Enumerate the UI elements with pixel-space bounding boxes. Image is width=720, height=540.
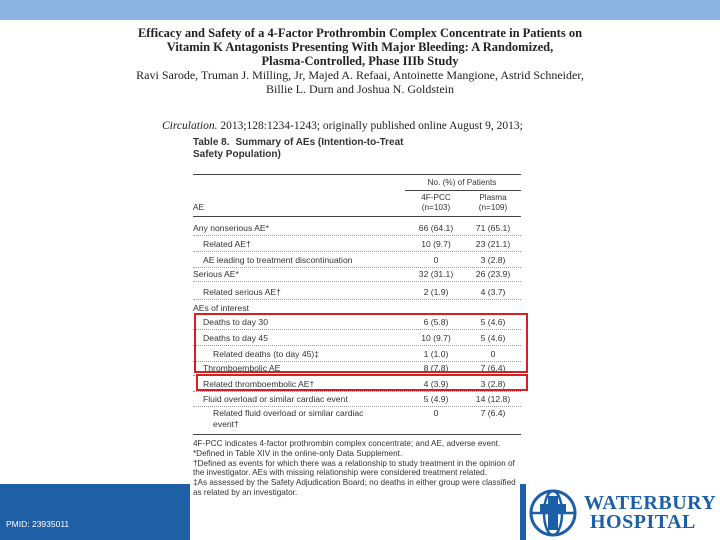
cell-4f-pcc: 0 — [433, 255, 439, 265]
table-row — [193, 417, 521, 431]
footnote-abbreviations: 4F-PCC indicates 4-factor prothrombin complex concentrate; and AE, adverse event. — [193, 439, 501, 448]
cell-plasma: 3 (2.8) — [480, 379, 506, 389]
group-header: No. (%) of Patients — [427, 178, 497, 187]
footnote-double-dagger: ‡As assessed by the Safety Adjudication Board; no deaths in either group were classified as related by an investigator. — [193, 478, 516, 497]
row-label: event† — [213, 419, 239, 429]
table-row — [193, 221, 521, 236]
table-title — [193, 137, 523, 161]
paper-header — [100, 26, 620, 96]
table-number: Table 8. — [193, 137, 230, 148]
row-label: Thromboembolic AE — [203, 363, 281, 373]
row-label: Deaths to day 45 — [203, 333, 268, 343]
highlight-thromboembolic-box — [196, 374, 528, 391]
cell-plasma: 5 (4.6) — [480, 333, 506, 343]
table-row — [193, 285, 521, 300]
citation — [162, 120, 523, 132]
paper-authors — [100, 69, 620, 96]
table-title-line-2: Safety Population) — [193, 149, 281, 160]
row-label: AE leading to treatment discontinuation — [203, 255, 353, 265]
row-label: Serious AE* — [193, 269, 239, 279]
table-footnotes — [193, 439, 521, 498]
authors-line-2: Billie L. Durn and Joshua N. Goldstein — [266, 81, 454, 96]
footer-blue-band-right — [520, 484, 526, 540]
cell-4f-pcc: 0 — [433, 408, 439, 418]
pmid-label: PMID: 23935011 — [6, 519, 70, 529]
table-top-rule — [193, 174, 521, 175]
col1-n: (n=103) — [421, 203, 451, 212]
cell-4f-pcc: 4 (3.9) — [423, 379, 449, 389]
waterbury-globe-icon — [528, 488, 578, 538]
cell-plasma: 3 (2.8) — [480, 255, 506, 265]
cell-plasma: 5 (4.6) — [480, 317, 506, 327]
logo-line-2: HOSPITAL — [590, 511, 696, 533]
top-accent-bar — [0, 0, 720, 20]
table-row — [193, 237, 521, 252]
cell-plasma: 0 — [490, 349, 496, 359]
row-label: Deaths to day 30 — [203, 317, 268, 327]
row-label: Fluid overload or similar cardiac event — [203, 394, 348, 404]
title-line-2: Vitamin K Antagonists Presenting With Major Bleeding: A Randomized, — [166, 40, 554, 54]
cell-4f-pcc: 10 (9.7) — [421, 333, 451, 343]
cell-plasma: 23 (21.1) — [475, 239, 511, 249]
col2-label: Plasma — [479, 193, 507, 202]
title-line-3: Plasma-Controlled, Phase IIIb Study — [261, 54, 459, 68]
waterbury-hospital-logo — [584, 494, 716, 532]
cell-4f-pcc: 2 (1.9) — [423, 287, 449, 297]
cell-4f-pcc: 32 (31.1) — [418, 269, 454, 279]
cell-4f-pcc: 6 (5.8) — [423, 317, 449, 327]
row-label: Related serious AE† — [203, 287, 281, 297]
footer-blue-band — [0, 484, 190, 540]
cell-plasma: 7 (6.4) — [480, 363, 506, 373]
authors-line-1: Ravi Sarode, Truman J. Milling, Jr, Majed A. Refaai, Antoinette Mangione, Astrid Schneider, — [136, 68, 584, 82]
cell-4f-pcc: 1 (1.0) — [423, 349, 449, 359]
cell-plasma: 71 (65.1) — [475, 223, 511, 233]
cell-4f-pcc: 5 (4.9) — [423, 394, 449, 404]
cell-4f-pcc: 8 (7.8) — [423, 363, 449, 373]
table-row — [193, 253, 521, 268]
citation-journal: Circulation. — [162, 120, 218, 132]
row-label: Related fluid overload or similar cardiac — [213, 408, 364, 418]
row-label: Related thromboembolic AE† — [203, 379, 315, 389]
row-header-ae: AE — [193, 203, 204, 212]
logo-line-1: WATERBURY — [584, 492, 717, 514]
header-bottom-rule — [193, 216, 521, 217]
col-header-4f-pcc — [409, 193, 463, 213]
col1-label: 4F-PCC — [421, 193, 451, 202]
col-header-plasma — [465, 193, 521, 213]
table-row — [193, 267, 521, 282]
cell-4f-pcc: 10 (9.7) — [421, 239, 451, 249]
cell-plasma: 26 (23.9) — [475, 269, 511, 279]
cell-plasma: 14 (12.8) — [475, 394, 511, 404]
cell-4f-pcc: 66 (64.1) — [418, 223, 454, 233]
paper-title — [100, 26, 620, 68]
citation-details: 2013;128:1234-1243; originally published online August 9, 2013; — [217, 120, 523, 132]
table-title-line-1: Summary of AEs (Intention-to-Treat — [235, 137, 404, 148]
row-label: Any nonserious AE* — [193, 223, 269, 233]
cell-plasma: 7 (6.4) — [480, 408, 506, 418]
row-label: Related deaths (to day 45)‡ — [213, 349, 320, 359]
ae-summary-table — [193, 137, 523, 497]
title-line-1: Efficacy and Safety of a 4-Factor Prothrombin Complex Concentrate in Patients on — [137, 26, 583, 40]
footnote-star: *Defined in Table XIV in the online-only Data Supplement. — [193, 448, 403, 458]
group-header-rule — [405, 190, 521, 191]
row-label: Related AE† — [203, 239, 251, 249]
table-bottom-rule — [193, 434, 521, 435]
row-label: AEs of interest — [193, 303, 249, 313]
table-row — [193, 392, 521, 407]
col2-n: (n=109) — [478, 203, 508, 212]
footnote-dagger: †Defined as events for which there was a relationship to study treatment in the opinion of the investigator. AEs with missing relationship were considered treatment related. — [193, 458, 515, 478]
highlight-deaths-box — [194, 313, 528, 373]
cell-plasma: 4 (3.7) — [480, 287, 506, 297]
